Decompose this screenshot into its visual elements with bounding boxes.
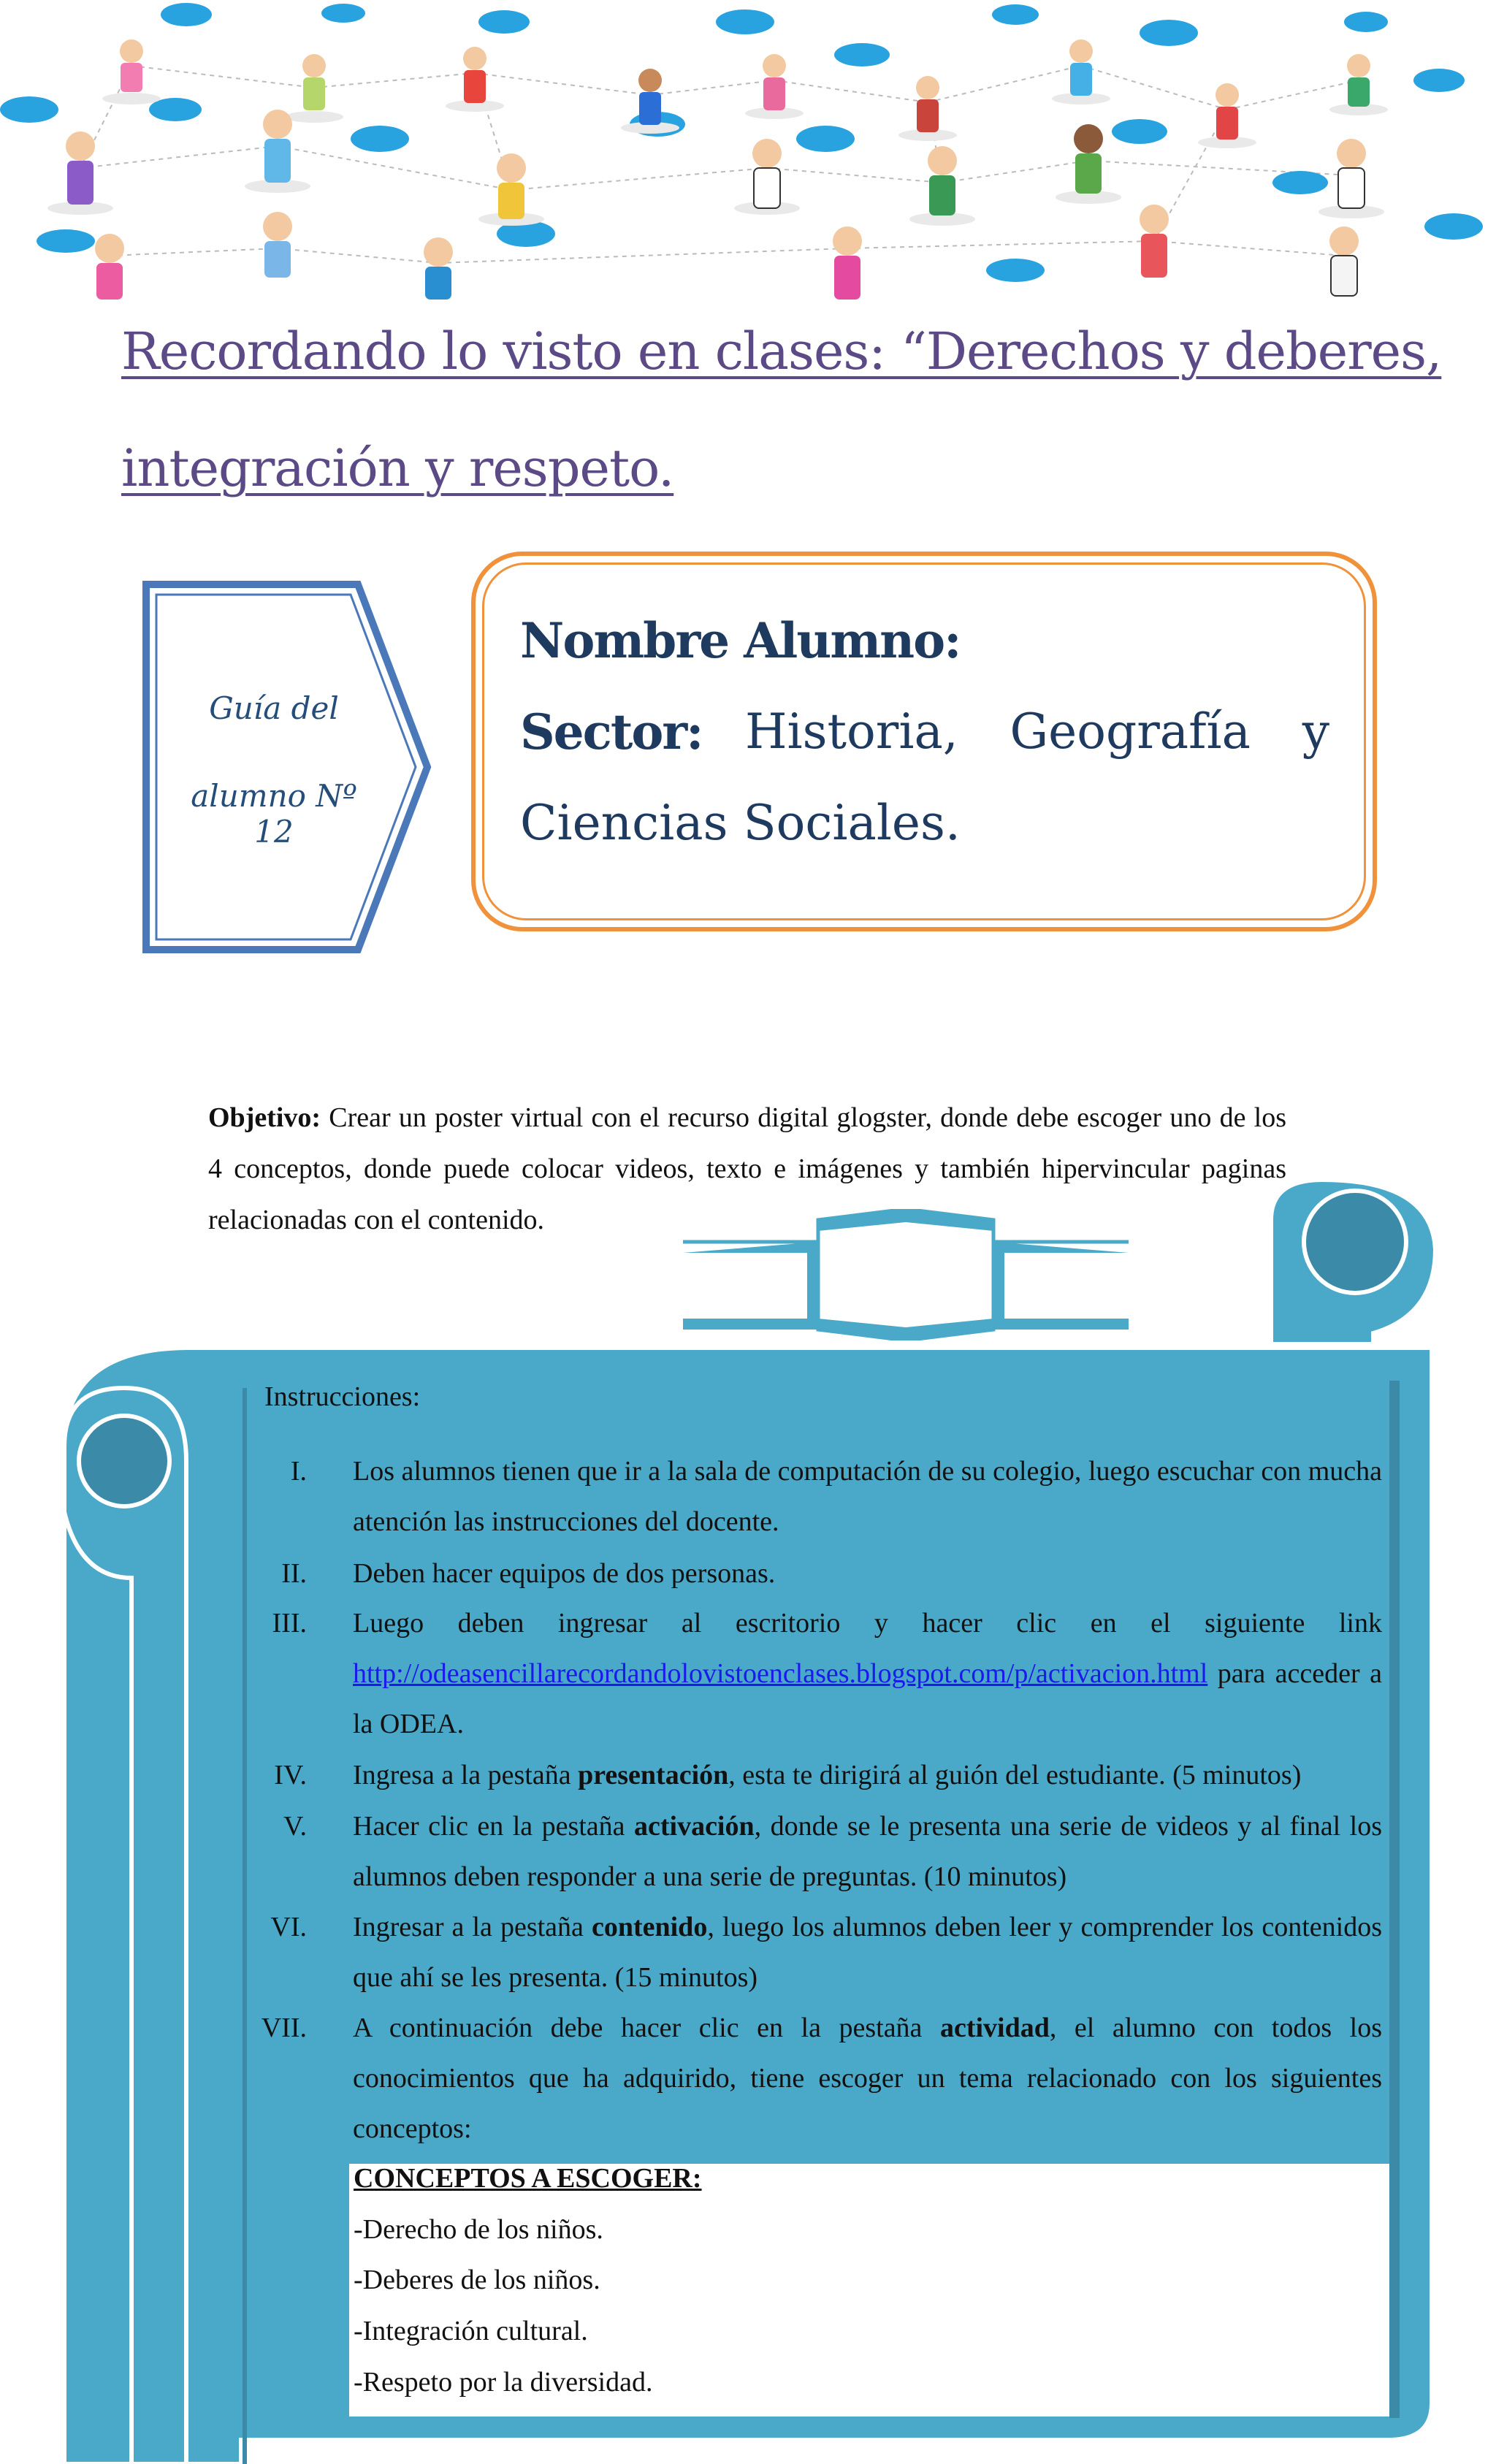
sector-word: Geografía: [1010, 703, 1251, 760]
page-title-line-1: Recordando lo visto en clases: “Derechos y deberes,: [121, 321, 1442, 381]
instruction-number: IV.: [274, 1760, 307, 1790]
page-title-line-2: integración y respeto.: [121, 438, 674, 498]
instruction-item: [219, 1801, 1382, 1902]
instruction-number: VII.: [261, 2013, 307, 2043]
instruction-text-part: Ingresa a la pestaña: [353, 1760, 571, 1790]
concept-item: -Integración cultural.: [354, 2316, 588, 2346]
sector-word: Historia,: [745, 703, 958, 760]
instruction-text-part: , el alumno con todos los conocimientos que ha adquirido, tiene escoger un tema relacionado con los siguientes conceptos:: [353, 2013, 1383, 2144]
instruction-number: II.: [281, 1558, 307, 1589]
instruction-text-part: Luego deben ingresar al escritorio y hacer clic en el siguiente link: [353, 1608, 1382, 1639]
instruction-text-part: Hacer clic en la pestaña: [353, 1811, 625, 1842]
instructions-title: Instrucciones:: [264, 1381, 421, 1412]
sector-word: y: [1302, 703, 1329, 760]
instruction-number: V.: [283, 1811, 307, 1842]
instruction-text-part: Ingresar a la pestaña: [353, 1912, 584, 1942]
tab-name-presentacion: presentación: [578, 1760, 729, 1790]
instruction-number: I.: [290, 1456, 307, 1487]
tab-name-activacion: activación: [633, 1811, 755, 1842]
people-network-banner: [0, 0, 1496, 300]
instruction-text: [353, 1902, 1382, 2003]
instruction-text: Los alumnos tienen que ir a la sala de computación de su colegio, luego escuchar con mucha atención las instrucciones del docente.: [353, 1456, 1382, 1537]
objective-label: Objetivo:: [208, 1102, 321, 1133]
instruction-text-part: , esta te dirigirá al guión del estudiante. (5 minutos): [728, 1760, 1302, 1790]
instruction-text: [353, 2003, 1382, 2154]
concepts-title: CONCEPTOS A ESCOGER:: [354, 2163, 702, 2194]
instruction-text: Deben hacer equipos de dos personas.: [353, 1558, 776, 1589]
objective-text: Crear un poster virtual con el recurso digital glogster, donde debe escoger uno de los 4 conceptos, donde puede colocar videos, texto e imágenes y también hipervincular paginas relacionadas con el contenido.: [208, 1102, 1286, 1235]
concept-item: -Deberes de los niños.: [354, 2265, 600, 2295]
instruction-text-part: para acceder a la ODEA.: [353, 1658, 1382, 1739]
instruction-text: [353, 1750, 1382, 1801]
guide-arrow-shape: [139, 577, 438, 957]
instruction-text-part: A continuación debe hacer clic en la pestaña: [353, 2013, 923, 2043]
tab-name-actividad: actividad: [939, 2013, 1050, 2043]
instruction-item: [219, 2003, 1382, 2154]
concept-item: -Derecho de los niños.: [354, 2214, 603, 2245]
odea-activation-link[interactable]: http://odeasencillarecordandolovistoenclases.blogspot.com/p/activacion.html: [353, 1658, 1208, 1689]
guide-label-line-1: Guía del: [209, 690, 339, 726]
sector-value-line-2: Ciencias Sociales.: [520, 795, 961, 851]
sector-value-line-1: [745, 703, 1329, 760]
guide-label-line-2: alumno Nº 12: [191, 778, 357, 850]
tab-name-contenido: contenido: [591, 1912, 708, 1942]
instruction-text-part: , donde se le presenta una serie de videos y al final los alumnos deben responder a una serie de preguntas. (10 minutos): [353, 1811, 1383, 1892]
instruction-item: [219, 1750, 1382, 1801]
instruction-text-part: , luego los alumnos deben leer y comprender los contenidos que ahí se les presenta. (15 minutos): [353, 1912, 1383, 1993]
concept-item: -Respeto por la diversidad.: [354, 2367, 653, 2398]
instruction-item: [219, 1598, 1382, 1750]
student-name-label: Nombre Alumno:: [520, 612, 961, 669]
connector-arrow-shape: [683, 1209, 1129, 1340]
instruction-item: [219, 1446, 1382, 1547]
instruction-number: III.: [272, 1608, 307, 1639]
instruction-item: [219, 1549, 1382, 1599]
instruction-text: [353, 1801, 1382, 1902]
instruction-text: [353, 1598, 1382, 1750]
sector-label: Sector:: [520, 703, 703, 760]
instruction-item: [219, 1902, 1382, 2003]
instruction-number: VI.: [270, 1912, 307, 1942]
